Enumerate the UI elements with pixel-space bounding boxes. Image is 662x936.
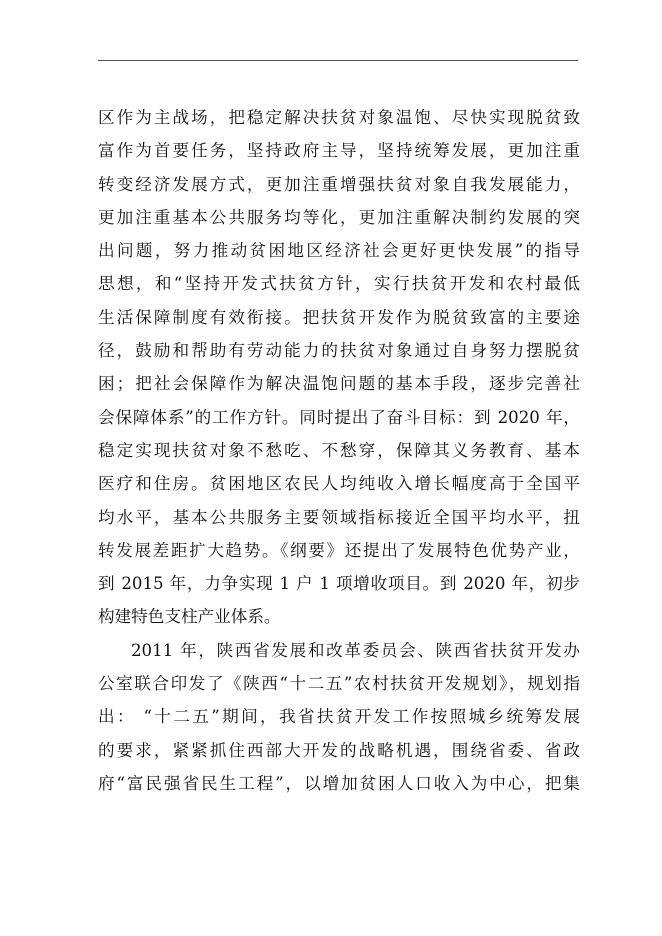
paragraph-line: 的要求，紧紧抓住西部大开发的战略机遇，围绕省委、省政: [98, 740, 580, 760]
paragraph-line: 径，鼓励和帮助有劳动能力的扶贫对象通过自身努力摆脱贫: [98, 341, 580, 361]
paragraph-line: 出问题，努力推动贫困地区经济社会更好更快发展”的指导: [98, 241, 580, 261]
paragraph-line: 到 2015 年，力争实现 1 户 1 项增收项目。到 2020 年，初步: [98, 574, 580, 594]
paragraph-line: 医疗和住房。贫困地区农民人均纯收入增长幅度高于全国平: [98, 474, 580, 494]
paragraph-line: 生活保障制度有效衔接。把扶贫开发作为脱贫致富的主要途: [98, 307, 580, 327]
paragraph-line: 构建特色支柱产业体系。: [98, 607, 281, 627]
paragraph-line: 稳定实现扶贫对象不愁吃、不愁穿，保障其义务教育、基本: [98, 440, 580, 460]
paragraph-line: 均水平，基本公共服务主要领域指标接近全国平均水平，扭: [98, 507, 580, 527]
paragraph-line: 区作为主战场，把稳定解决扶贫对象温饱、尽快实现脱贫致: [98, 108, 580, 127]
header-rule: [98, 60, 578, 61]
paragraph-line: 更加注重基本公共服务均等化，更加注重解决制约发展的突: [98, 207, 580, 227]
paragraph-line: 思想，和“坚持开发式扶贫方针，实行扶贫开发和农村最低: [98, 274, 580, 294]
paragraph-line: 富作为首要任务，坚持政府主导，坚持统筹发展，更加注重: [98, 141, 580, 161]
paragraph-line: 会保障体系”的工作方针。同时提出了奋斗目标：到 2020 年，: [98, 407, 580, 427]
document-body: [98, 101, 580, 800]
paragraph-line: 公室联合印发了《陕西“十二五”农村扶贫开发规划》，规划指: [98, 674, 580, 694]
paragraph-line: 转变经济发展方式，更加注重增强扶贫对象自我发展能力，: [98, 174, 580, 194]
paragraph-line: 出： “十二五”期间，我省扶贫开发工作按照城乡统筹发展: [98, 707, 580, 727]
paragraph-line: 困；把社会保障作为解决温饱问题的基本手段，逐步完善社: [98, 374, 580, 394]
paragraph-line: 府“富民强省民生工程”，以增加贫困人口收入为中心，把集: [98, 773, 580, 793]
paragraph-line: 2011 年，陕西省发展和改革委员会、陕西省扶贫开发办: [131, 640, 580, 660]
paragraph-line: 转发展差距扩大趋势。《纲要》还提出了发展特色优势产业，: [98, 540, 580, 560]
